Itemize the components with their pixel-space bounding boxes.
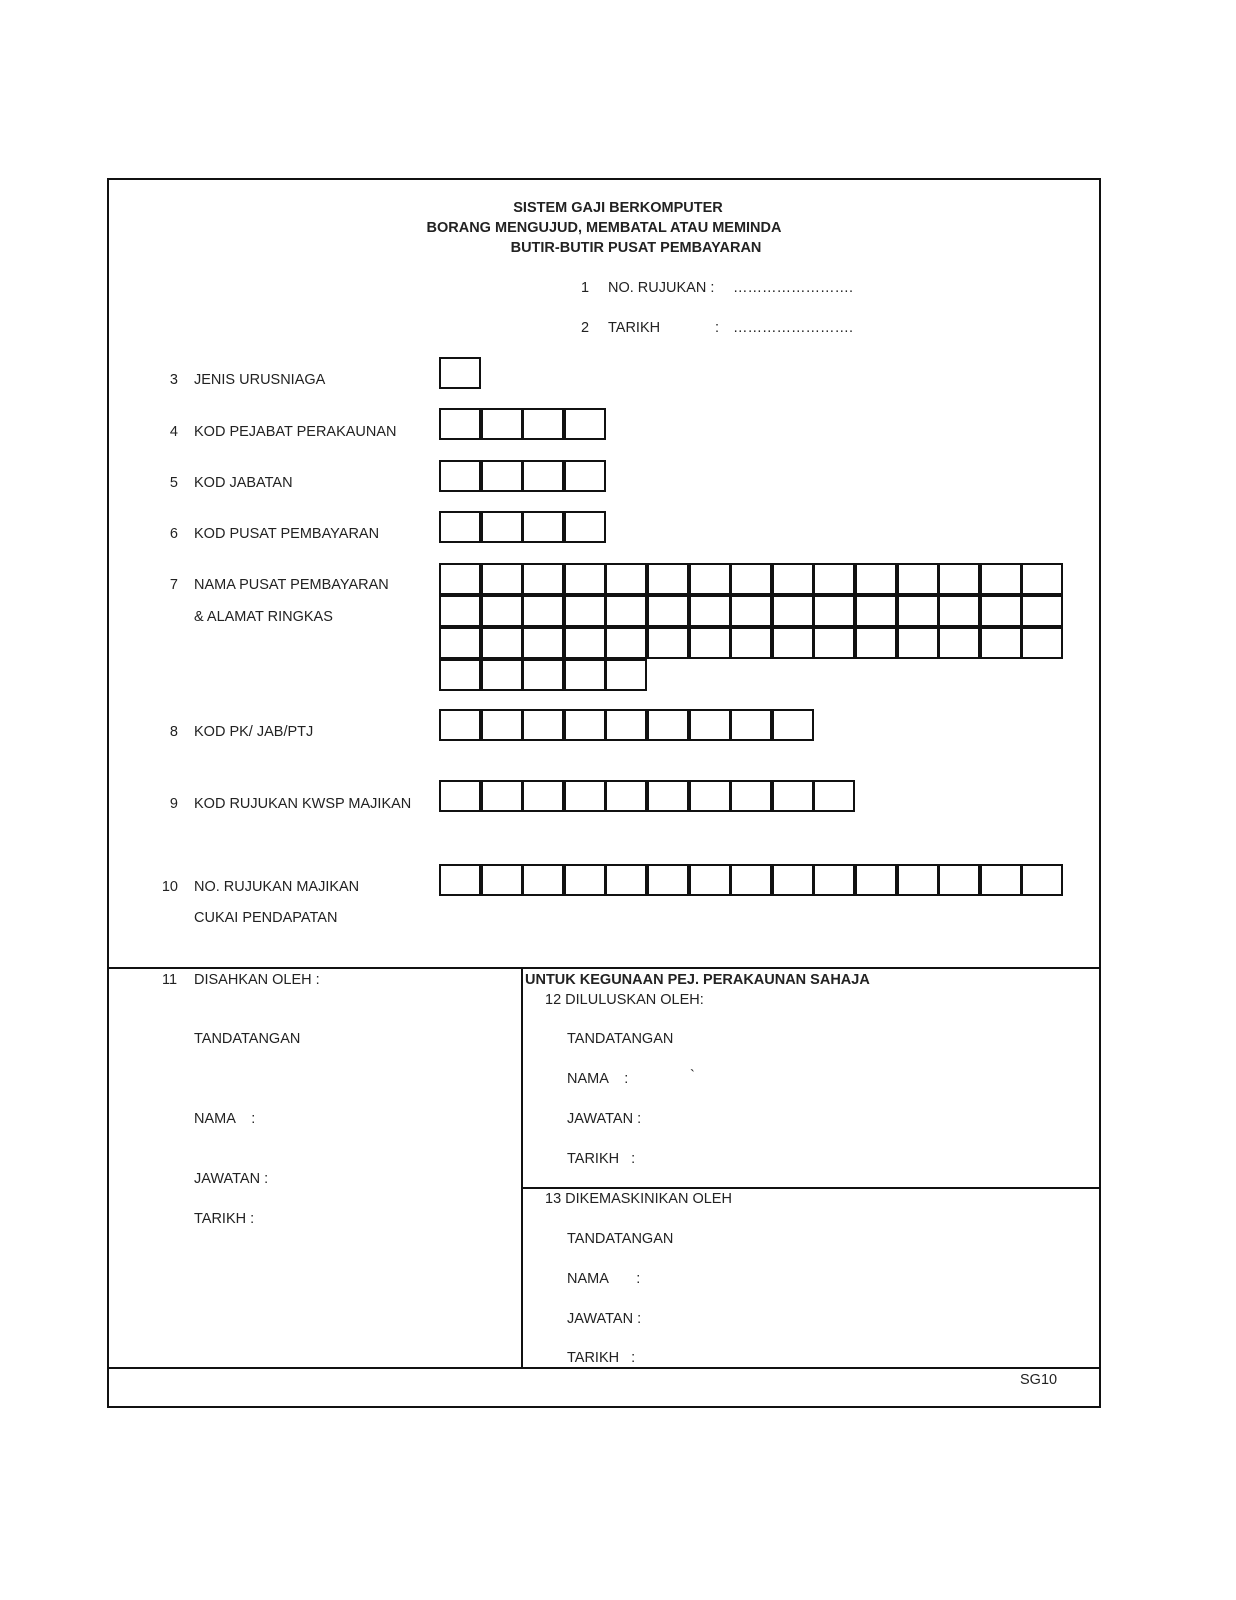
field-label-line2: CUKAI PENDAPATAN <box>194 910 338 926</box>
character-box[interactable] <box>564 563 606 595</box>
character-box[interactable] <box>689 780 731 812</box>
field-number: 10 <box>161 879 178 895</box>
field-dots[interactable]: ……………………. <box>733 280 854 296</box>
character-box[interactable] <box>481 709 523 741</box>
character-box[interactable] <box>564 595 606 627</box>
position-label: JAWATAN : <box>194 1171 269 1187</box>
field-colon: : <box>715 320 720 336</box>
character-box[interactable] <box>481 595 523 627</box>
character-box[interactable] <box>689 864 731 896</box>
character-box[interactable] <box>605 659 647 691</box>
character-box[interactable] <box>564 780 606 812</box>
character-box[interactable] <box>730 780 772 812</box>
character-box[interactable] <box>980 563 1022 595</box>
field-label: NAMA PUSAT PEMBAYARAN <box>194 577 389 593</box>
character-box[interactable] <box>481 408 523 440</box>
field-label: NO. RUJUKAN MAJIKAN <box>194 879 360 895</box>
character-box[interactable] <box>980 627 1022 659</box>
character-box[interactable] <box>647 595 689 627</box>
character-box[interactable] <box>813 864 855 896</box>
character-box[interactable] <box>647 780 689 812</box>
character-box[interactable] <box>481 511 523 543</box>
character-box[interactable] <box>564 864 606 896</box>
field-label: KOD RUJUKAN KWSP MAJIKAN <box>194 796 412 812</box>
divider <box>521 1187 1101 1189</box>
character-box[interactable] <box>897 563 939 595</box>
character-box[interactable] <box>647 563 689 595</box>
character-box[interactable] <box>439 408 481 440</box>
character-box[interactable] <box>605 780 647 812</box>
character-box[interactable] <box>605 864 647 896</box>
character-box[interactable] <box>772 595 814 627</box>
name-label: NAMA : <box>194 1111 256 1127</box>
name-label: NAMA : <box>567 1271 641 1287</box>
signature-label: TANDATANGAN <box>567 1231 674 1247</box>
character-box[interactable] <box>481 659 523 691</box>
section-title: 12 DILULUSKAN OLEH: <box>545 992 704 1008</box>
character-box[interactable] <box>564 460 606 492</box>
character-box[interactable] <box>481 563 523 595</box>
character-box[interactable] <box>522 627 564 659</box>
character-box[interactable] <box>897 595 939 627</box>
stray-mark: ` <box>690 1068 695 1084</box>
character-box[interactable] <box>647 864 689 896</box>
character-box[interactable] <box>439 659 481 691</box>
character-box[interactable] <box>897 627 939 659</box>
character-box[interactable] <box>855 864 897 896</box>
character-box[interactable] <box>938 595 980 627</box>
character-box[interactable] <box>564 408 606 440</box>
field-label: KOD JABATAN <box>194 475 293 491</box>
field-label-line2: & ALAMAT RINGKAS <box>194 609 333 625</box>
character-box[interactable] <box>522 659 564 691</box>
character-box[interactable] <box>1021 595 1063 627</box>
character-box[interactable] <box>897 864 939 896</box>
character-box[interactable] <box>1021 563 1063 595</box>
field-number: 4 <box>169 424 178 440</box>
signature-label: TANDATANGAN <box>567 1031 674 1047</box>
character-box[interactable] <box>938 563 980 595</box>
character-box[interactable] <box>855 627 897 659</box>
field-label: JENIS URUSNIAGA <box>194 372 326 388</box>
field-number: 7 <box>169 577 178 593</box>
form-code: SG10 <box>1020 1372 1058 1388</box>
character-box[interactable] <box>689 563 731 595</box>
character-box[interactable] <box>855 563 897 595</box>
character-box[interactable] <box>689 709 731 741</box>
character-box[interactable] <box>481 780 523 812</box>
character-box[interactable] <box>772 780 814 812</box>
character-box[interactable] <box>813 595 855 627</box>
character-box[interactable] <box>439 563 481 595</box>
date-label: TARIKH : <box>567 1151 636 1167</box>
character-box[interactable] <box>605 709 647 741</box>
character-box[interactable] <box>522 595 564 627</box>
character-box[interactable] <box>439 780 481 812</box>
character-box[interactable] <box>439 864 481 896</box>
character-box[interactable] <box>522 563 564 595</box>
character-box[interactable] <box>522 780 564 812</box>
field-number: 3 <box>169 372 178 388</box>
character-box[interactable] <box>689 595 731 627</box>
field-label: KOD PEJABAT PERAKAUNAN <box>194 424 397 440</box>
field-dots[interactable]: ……………………. <box>733 320 854 336</box>
character-box[interactable] <box>481 460 523 492</box>
character-box[interactable] <box>730 563 772 595</box>
divider <box>521 967 523 1368</box>
character-box[interactable] <box>730 595 772 627</box>
form-subtitle: BORANG MENGUJUD, MEMBATAL ATAU MEMINDA <box>426 220 782 236</box>
field-number: 6 <box>169 526 178 542</box>
position-label: JAWATAN : <box>567 1111 642 1127</box>
section-title: DISAHKAN OLEH : <box>194 972 320 988</box>
section-title: 13 DIKEMASKINIKAN OLEH <box>545 1191 732 1207</box>
character-box[interactable] <box>1021 627 1063 659</box>
character-box[interactable] <box>689 627 731 659</box>
date-label: TARIKH : <box>194 1211 255 1227</box>
character-box[interactable] <box>730 627 772 659</box>
character-box[interactable] <box>772 709 814 741</box>
character-box[interactable] <box>605 627 647 659</box>
character-box[interactable] <box>564 709 606 741</box>
character-box[interactable] <box>938 864 980 896</box>
divider <box>107 967 1101 969</box>
character-box[interactable] <box>522 408 564 440</box>
character-box[interactable] <box>481 627 523 659</box>
character-box[interactable] <box>772 627 814 659</box>
character-box[interactable] <box>772 563 814 595</box>
character-box[interactable] <box>980 864 1022 896</box>
form-title: SISTEM GAJI BERKOMPUTER <box>513 200 723 216</box>
character-box[interactable] <box>439 627 481 659</box>
character-box[interactable] <box>980 595 1022 627</box>
field-label: TARIKH <box>608 320 661 336</box>
character-box[interactable] <box>522 460 564 492</box>
character-box[interactable] <box>522 511 564 543</box>
character-box[interactable] <box>813 563 855 595</box>
character-box[interactable] <box>481 864 523 896</box>
section-number: 11 <box>162 972 178 988</box>
field-label: NO. RUJUKAN : <box>608 280 715 296</box>
position-label: JAWATAN : <box>567 1311 642 1327</box>
character-box[interactable] <box>564 511 606 543</box>
character-box[interactable] <box>813 780 855 812</box>
field-number: 2 <box>581 320 590 336</box>
signature-label: TANDATANGAN <box>194 1031 301 1047</box>
form-subtitle-2: BUTIR-BUTIR PUSAT PEMBAYARAN <box>510 240 762 256</box>
field-number: 9 <box>169 796 178 812</box>
name-label: NAMA : <box>567 1071 629 1087</box>
field-label: KOD PUSAT PEMBAYARAN <box>194 526 380 542</box>
character-box[interactable] <box>647 627 689 659</box>
character-box[interactable] <box>647 709 689 741</box>
character-box[interactable] <box>605 563 647 595</box>
character-box[interactable] <box>813 627 855 659</box>
character-box[interactable] <box>730 709 772 741</box>
character-box[interactable] <box>1021 864 1063 896</box>
character-box[interactable] <box>772 864 814 896</box>
character-box[interactable] <box>522 864 564 896</box>
character-box[interactable] <box>439 709 481 741</box>
divider <box>107 1367 1101 1369</box>
office-use-heading: UNTUK KEGUNAAN PEJ. PERAKAUNAN SAHAJA <box>525 972 870 988</box>
character-box[interactable] <box>439 511 481 543</box>
character-box[interactable] <box>605 595 647 627</box>
character-box[interactable] <box>938 627 980 659</box>
character-box[interactable] <box>730 864 772 896</box>
character-box[interactable] <box>564 627 606 659</box>
field-number: 1 <box>581 280 590 296</box>
character-box[interactable] <box>522 709 564 741</box>
character-box[interactable] <box>439 460 481 492</box>
character-box[interactable] <box>855 595 897 627</box>
date-label: TARIKH : <box>567 1350 636 1366</box>
character-box[interactable] <box>439 357 481 389</box>
character-box[interactable] <box>439 595 481 627</box>
field-number: 8 <box>169 724 178 740</box>
character-box[interactable] <box>564 659 606 691</box>
field-label: KOD PK/ JAB/PTJ <box>194 724 314 740</box>
field-number: 5 <box>169 475 178 491</box>
